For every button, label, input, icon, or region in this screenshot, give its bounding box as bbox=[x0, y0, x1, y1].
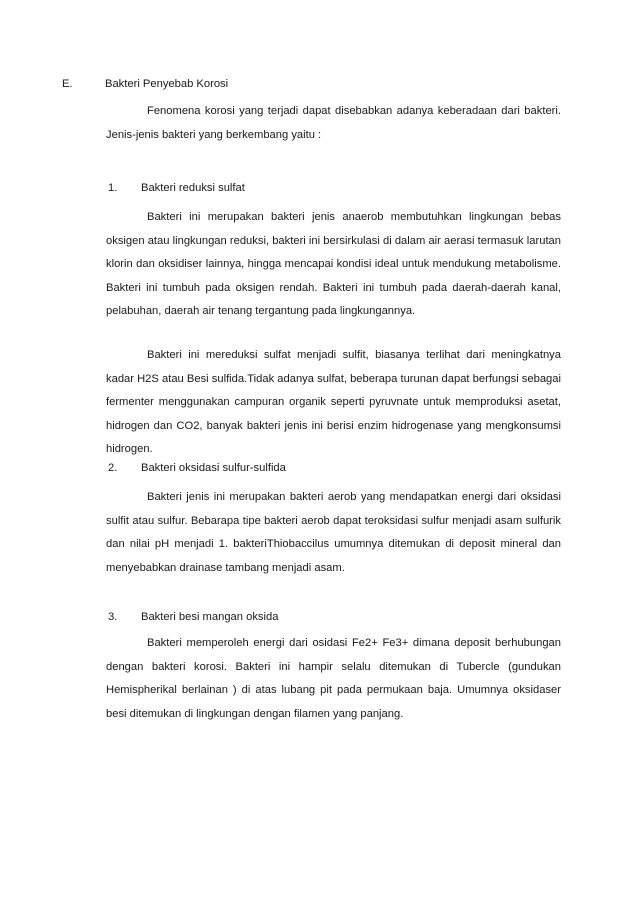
item-1-paragraph-2: Bakteri ini mereduksi sulfat menjadi sulfit, biasanya terlihat dari meningkatnya kadar H2S atau Besi sulfida.Tidak adanya sulfat, beberapa turunan dapat berfungsi sebagai fermenter menggunakan campuran organik seperti pyruvnate untuk memproduksi asetat, hidrogen dan CO2, banyak bakteri jenis ini berisi enzim hidrogenase yang mengkonsumsi hidrogen. bbox=[106, 349, 561, 456]
item-1-heading bbox=[108, 180, 245, 196]
section-heading bbox=[62, 76, 228, 92]
item-3-number: 3. bbox=[108, 611, 118, 623]
item-1-title: Bakteri reduksi sulfat bbox=[141, 182, 245, 194]
item-1-number: 1. bbox=[108, 182, 118, 194]
section-title: Bakteri Penyebab Korosi bbox=[105, 78, 229, 90]
item-2-heading bbox=[108, 460, 286, 476]
item-2-title: Bakteri oksidasi sulfur-sulfida bbox=[141, 462, 286, 474]
item-3-title: Bakteri besi mangan oksida bbox=[141, 611, 279, 623]
section-intro-paragraph: Fenomena korosi yang terjadi dapat disebabkan adanya keberadaan dari bakteri. Jenis-jenis bakteri yang berkembang yaitu : bbox=[106, 105, 561, 141]
item-2-paragraph-1: Bakteri jenis ini merupakan bakteri aerob yang mendapatkan energi dari oksidasi sulfit atau sulfur. Bebarapa tipe bakteri aerob dapat teroksidasi sulfur menjadi asam sulfurik dan nilai pH menjadi 1. bakteriThiobaccilus umumnya ditemukan di deposit mineral dan menyebabkan drainase tambang menjadi asam. bbox=[106, 491, 561, 574]
item-3-heading bbox=[108, 609, 278, 625]
item-2-number: 2. bbox=[108, 462, 118, 474]
item-1-paragraph-1: Bakteri ini merupakan bakteri jenis anaerob membutuhkan lingkungan bebas oksigen atau lingkungan reduksi, bakteri ini bersirkulasi di dalam air aerasi termasuk larutan klorin dan oksidiser lainnya, hingga mencapai kondisi ideal untuk mendukung metabolisme. Bakteri ini tumbuh pada oksigen rendah. Bakteri ini tumbuh pada daerah-daerah kanal, pelabuhan, daerah air tenang tergantung pada lingkungannya. bbox=[106, 211, 561, 318]
item-3-paragraph-1: Bakteri memperoleh energi dari osidasi Fe2+ Fe3+ dimana deposit berhubungan dengan bakteri korosi. Bakteri ini hampir selalu ditemukan di Tubercle (gundukan Hemispherikal berlainan ) di atas lubang pit pada permukaan baja. Umumnya oksidaser besi ditemukan di lingkungan dengan filamen yang panjang. bbox=[106, 637, 561, 720]
section-marker: E. bbox=[62, 78, 73, 90]
